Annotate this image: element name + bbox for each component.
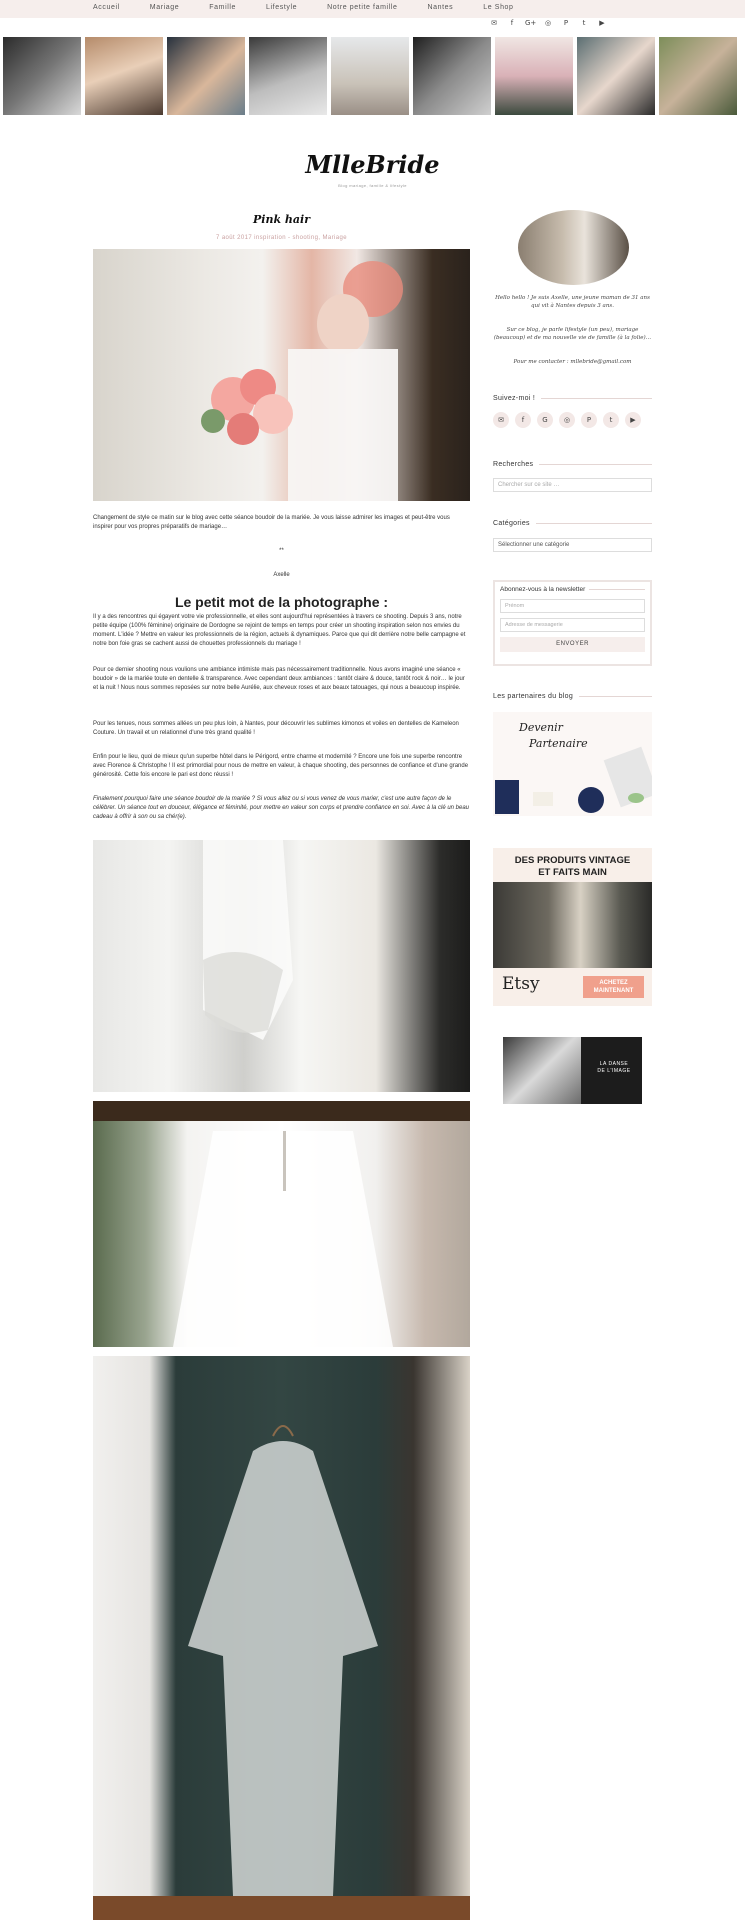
main-nav: [93, 4, 544, 11]
google-plus-icon[interactable]: G: [537, 412, 553, 428]
instagram-photo[interactable]: [577, 37, 655, 115]
post-image-lace-robe: [93, 1356, 470, 1920]
blog-logo[interactable]: MlleBride: [305, 150, 440, 179]
dress-illustration: [93, 1101, 470, 1347]
author-bio-blog: Sur ce blog, je parle lifestyle (un peu), mariage (beaucoup) et de ma nouvelle vie de famille (à la folie)…: [493, 327, 652, 341]
instagram-icon[interactable]: ◎: [544, 19, 552, 27]
etsy-logo: Etsy: [502, 974, 540, 994]
post-paragraph-2: Pour ce dernier shooting nous voulions une ambiance intimiste mais pas nécessairement traditionnelle. Nous avons imaginé une séance « boudoir » de la mariée toute en dentelle & transparence. Avec cependant deux ambiances : tantôt claire & douce, tantôt rock & noir… le jour et la nuit ! Nous nous sommes reposées sur notre belle Aurélie, aux cheveux roses et aux beaux tatouages, qui nous a beaucoup inspirée.: [93, 667, 465, 691]
nav-item-le-shop[interactable]: Le Shop: [483, 4, 514, 11]
post-title[interactable]: Pink hair: [253, 213, 310, 226]
etsy-advertisement[interactable]: [493, 848, 652, 1006]
instagram-photo[interactable]: [413, 37, 491, 115]
widget-title-search: Recherches: [493, 461, 652, 468]
post-image-lace-sleeve: [93, 840, 470, 1092]
facebook-icon[interactable]: f: [515, 412, 531, 428]
post-paragraph-4: Enfin pour le lieu, quoi de mieux qu'un superbe hôtel dans le Périgord, entre charme et modernité ? Encore une fois une superbe rencontre avec Florence & Christophe ! Il est primordial pour nous de mettre en valeur, à chaque shooting, des personnes de confiance et d'une grande générosité. Cette fois encore le pari est donc réussi !: [93, 754, 469, 778]
become-partner-text: Devenir Partenaire: [519, 721, 588, 750]
author-avatar: [518, 210, 629, 285]
nav-item-notre-petite-famille[interactable]: Notre petite famille: [327, 4, 398, 11]
instagram-photo[interactable]: [85, 37, 163, 115]
lace-robe-illustration: [93, 1356, 470, 1920]
etsy-ad-photo: [493, 882, 652, 968]
bride-illustration: [93, 249, 470, 501]
become-partner-banner[interactable]: [493, 712, 652, 816]
google-plus-icon[interactable]: G+: [525, 19, 537, 27]
nav-item-accueil[interactable]: Accueil: [93, 4, 120, 11]
instagram-photo[interactable]: [659, 37, 737, 115]
la-danse-de-l-image-banner[interactable]: [503, 1037, 642, 1104]
lace-sleeve-illustration: [93, 840, 470, 1092]
instagram-photo[interactable]: [331, 37, 409, 115]
post-intro: Changement de style ce matin sur le blog avec cette séance boudoir de la mariée. Je vous laisse admirer les images et peut-être vous inspirer pour vos propres préparatifs de mariage…: [93, 515, 450, 530]
nav-item-nantes[interactable]: Nantes: [427, 4, 454, 11]
post-image-dress-hanger: [93, 1101, 470, 1347]
etsy-buy-now-button[interactable]: ACHETEZ MAINTENANT: [583, 976, 644, 998]
twitter-icon[interactable]: t: [603, 412, 619, 428]
author-bio-intro: Hello hello ! Je suis Axelle, une jeune maman de 31 ans qui vit à Nantes depuis 3 ans.: [495, 295, 650, 309]
pinterest-icon[interactable]: P: [581, 412, 597, 428]
categories-select[interactable]: Sélectionner une catégorie: [493, 538, 652, 552]
newsletter-submit-button[interactable]: ENVOYER: [500, 637, 645, 652]
facebook-icon[interactable]: f: [510, 19, 514, 27]
danse-label: LA DANSE DE L'IMAGE: [597, 1061, 631, 1074]
post-separator: **: [279, 548, 284, 554]
instagram-feed-strip: [3, 37, 737, 115]
post-paragraph-5: Finalement pourquoi faire une séance boudoir de la mariée ? Si vous allez ou si vous venez de vous marier, c'est une autre façon de le célébrer. Un séance tout en douceur, élégance et féminité, pour mettre en valeur son corps et prendre confiance en soi. Avec à la clé un beau cadeau à offrir à son ou sa chér(e).: [93, 796, 470, 820]
youtube-icon[interactable]: ▶: [625, 412, 641, 428]
email-icon[interactable]: ✉: [491, 19, 497, 27]
nav-item-lifestyle[interactable]: Lifestyle: [266, 4, 298, 11]
post-meta[interactable]: 7 août 2017 inspiration - shooting, Mariage: [216, 235, 347, 241]
instagram-photo[interactable]: [495, 37, 573, 115]
newsletter-email-input[interactable]: Adresse de messagerie: [500, 618, 645, 632]
widget-title-follow: Suivez-moi !: [493, 395, 652, 402]
instagram-icon[interactable]: ◎: [559, 412, 575, 428]
post-heading-photographer: Le petit mot de la photographe :: [174, 594, 389, 610]
post-paragraph-1: Il y a des rencontres qui égayent votre vie professionnelle, et elles sont aujourd'hui représentées à travers ce shooting. Depuis 3 ans, notre petite équipe (100% féminine) originaire de Dordogne se rejoint de temps en temps pour créer un shooting inspiration selon nos envies du moment. L'idée ? Mettre en valeur les professionnels de la région, actuels & dynamiques. Parce que qui dit derrière notre belle campagne et notre bon foie gras se cachent aussi de chouettes professionnels du mariage !: [93, 614, 466, 647]
post-signature: Axelle: [273, 572, 290, 578]
post-paragraph-3: Pour les tenues, nous sommes allées un peu plus loin, à Nantes, pour découvrir les sublimes kimonos et voiles en dentelles de Kameleon Couture. Un travail et un relationnel d'une très grand qualité !: [93, 721, 459, 736]
nav-item-mariage[interactable]: Mariage: [149, 4, 180, 11]
etsy-headline: DES PRODUITS VINTAGE ET FAITS MAIN: [514, 855, 631, 878]
youtube-icon[interactable]: ▶: [599, 19, 605, 27]
widget-title-categories: Catégories: [493, 520, 652, 527]
blog-tagline: Blog mariage, famille & lifestyle: [338, 183, 407, 188]
desk-flatlay-illustration: [493, 712, 652, 816]
instagram-photo[interactable]: [167, 37, 245, 115]
pinterest-icon[interactable]: P: [563, 19, 569, 27]
search-input[interactable]: Chercher sur ce site …: [493, 478, 652, 492]
nav-item-famille[interactable]: Famille: [209, 4, 237, 11]
email-icon[interactable]: ✉: [493, 412, 509, 428]
sidebar-social-links: [493, 412, 652, 428]
newsletter-title: Abonnez-vous à la newsletter: [500, 586, 645, 593]
author-bio-contact[interactable]: Pour me contacter : mllebride@gmail.com: [513, 359, 632, 365]
twitter-icon[interactable]: t: [582, 19, 586, 27]
instagram-photo[interactable]: [249, 37, 327, 115]
header-social-links: [489, 18, 607, 28]
newsletter-firstname-input[interactable]: Prénom: [500, 599, 645, 613]
post-image-bride-bouquet: [93, 249, 470, 501]
newsletter-widget: [493, 580, 652, 666]
widget-title-partners: Les partenaires du blog: [493, 693, 652, 700]
instagram-photo[interactable]: [3, 37, 81, 115]
danse-photo: [503, 1037, 581, 1104]
